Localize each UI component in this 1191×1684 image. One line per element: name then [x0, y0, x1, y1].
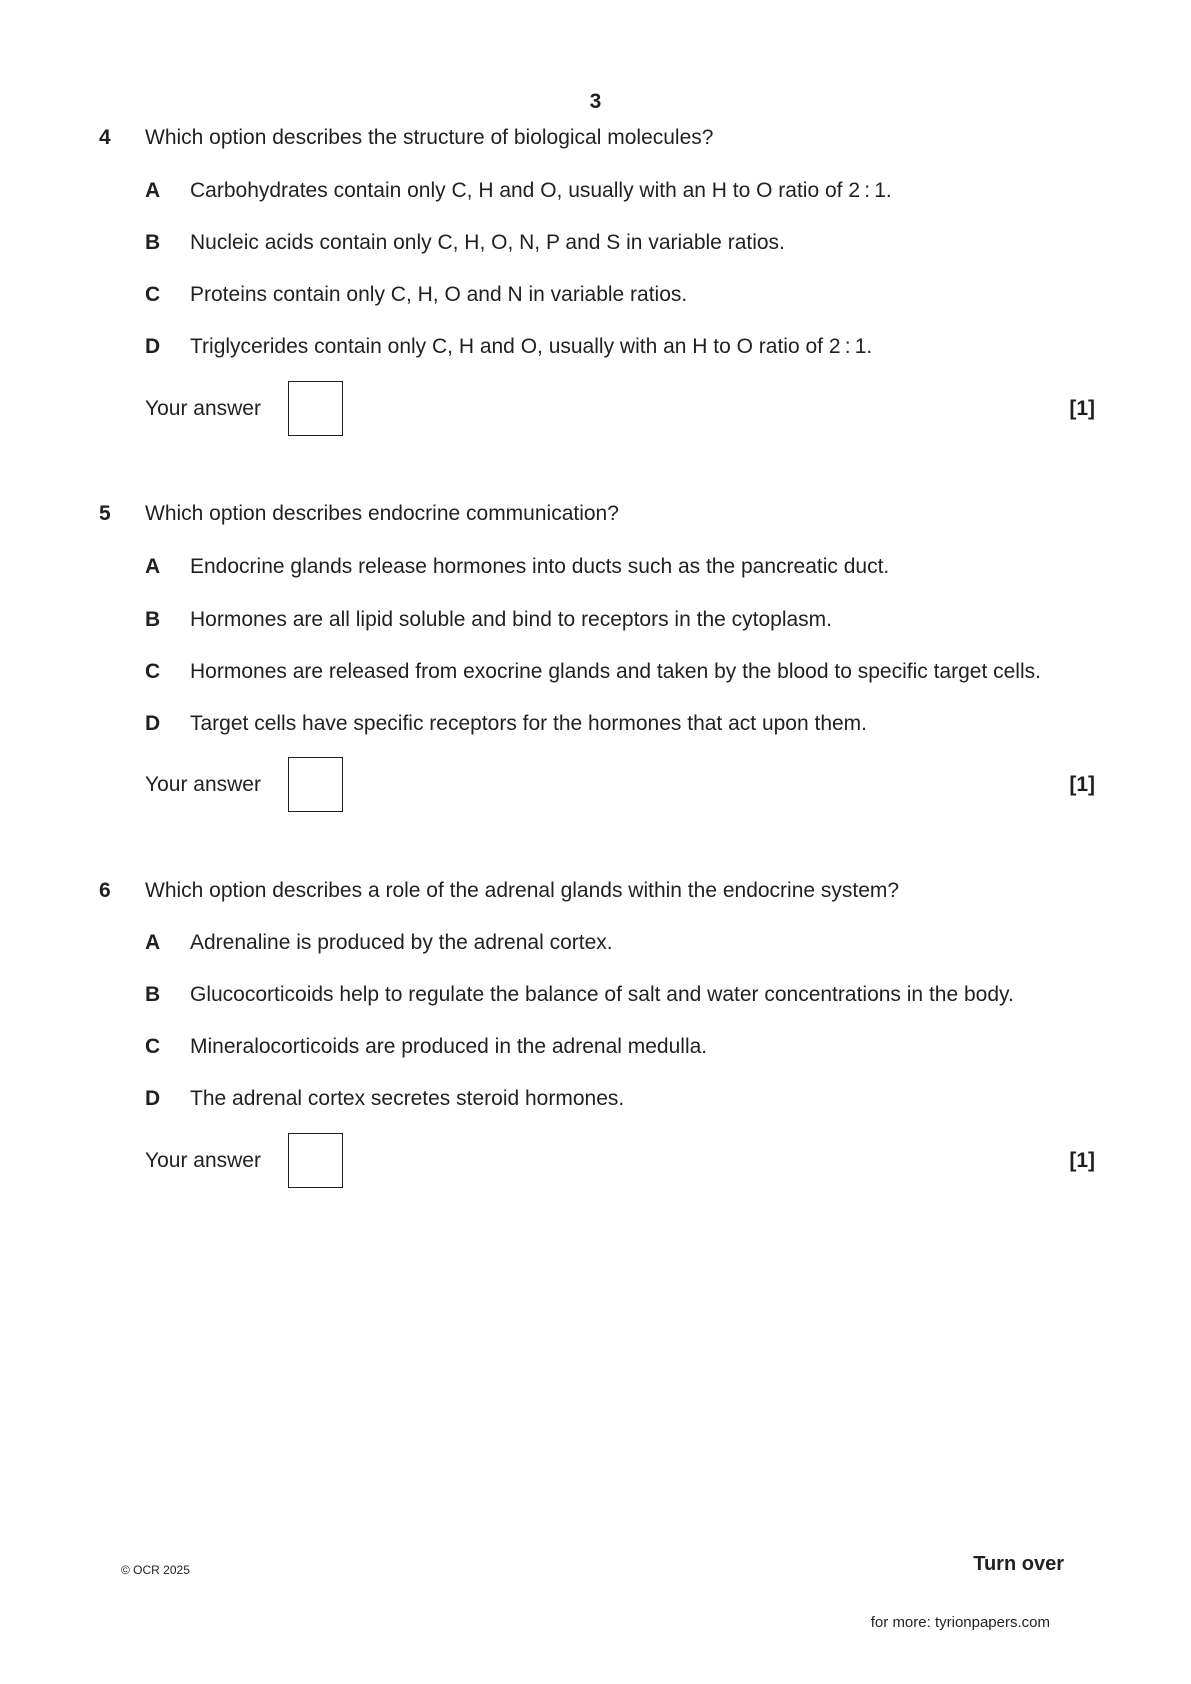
page-number: 3	[589, 90, 602, 113]
option-text: Hormones are all lipid soluble and bind to receptors in the cytoplasm.	[190, 608, 833, 631]
option-4d	[0, 335, 1191, 361]
answer-row-4	[0, 381, 1191, 439]
option-5a	[0, 555, 1191, 581]
answer-box[interactable]	[288, 1133, 343, 1188]
option-text: Endocrine glands release hormones into ducts such as the pancreatic duct.	[190, 555, 890, 578]
option-letter: C	[145, 660, 161, 683]
option-letter: D	[145, 712, 161, 735]
answer-row-6	[0, 1133, 1191, 1191]
option-6c	[0, 1035, 1191, 1061]
question-number: 4	[99, 126, 111, 149]
option-5c	[0, 660, 1191, 686]
option-text: Proteins contain only C, H, O and N in variable ratios.	[190, 283, 688, 306]
option-text: Triglycerides contain only C, H and O, usually with an H to O ratio of 2 : 1.	[190, 335, 873, 358]
option-4c	[0, 283, 1191, 309]
option-text: Glucocorticoids help to regulate the balance of salt and water concentrations in the body.	[190, 983, 1014, 1006]
option-6a	[0, 931, 1191, 957]
option-letter: A	[145, 179, 161, 202]
question-number: 5	[99, 502, 111, 525]
option-4b	[0, 231, 1191, 257]
option-letter: B	[145, 608, 161, 631]
option-letter: B	[145, 231, 161, 254]
marks: [1]	[1069, 773, 1095, 796]
option-letter: D	[145, 1087, 161, 1110]
option-letter: C	[145, 283, 161, 306]
question-stem: Which option describes endocrine communication?	[145, 502, 619, 525]
copyright: © OCR 2025	[121, 1563, 190, 1577]
option-letter: C	[145, 1035, 161, 1058]
option-text: Mineralocorticoids are produced in the adrenal medulla.	[190, 1035, 708, 1058]
option-letter: B	[145, 983, 161, 1006]
option-letter: A	[145, 931, 161, 954]
option-text: Target cells have specific receptors for the hormones that act upon them.	[190, 712, 868, 735]
option-text: The adrenal cortex secretes steroid hormones.	[190, 1087, 625, 1110]
answer-box[interactable]	[288, 381, 343, 436]
answer-row-5	[0, 757, 1191, 815]
option-text: Hormones are released from exocrine glands and taken by the blood to specific target cells.	[190, 660, 1041, 683]
option-5b	[0, 608, 1191, 634]
option-text: Carbohydrates contain only C, H and O, usually with an H to O ratio of 2 : 1.	[190, 179, 892, 202]
marks: [1]	[1069, 1149, 1095, 1172]
answer-label: Your answer	[145, 1149, 261, 1172]
question-stem: Which option describes a role of the adrenal glands within the endocrine system?	[145, 879, 900, 902]
answer-label: Your answer	[145, 773, 261, 796]
answer-label: Your answer	[145, 397, 261, 420]
option-4a	[0, 179, 1191, 205]
question-number: 6	[99, 879, 111, 902]
option-text: Adrenaline is produced by the adrenal cortex.	[190, 931, 613, 954]
question-stem: Which option describes the structure of biological molecules?	[145, 126, 714, 149]
option-letter: D	[145, 335, 161, 358]
option-5d	[0, 712, 1191, 738]
option-6d	[0, 1087, 1191, 1113]
answer-box[interactable]	[288, 757, 343, 812]
option-6b	[0, 983, 1191, 1009]
option-text: Nucleic acids contain only C, H, O, N, P and S in variable ratios.	[190, 231, 785, 254]
marks: [1]	[1069, 397, 1095, 420]
option-letter: A	[145, 555, 161, 578]
turn-over: Turn over	[973, 1553, 1064, 1575]
site-credit: for more: tyrionpapers.com	[870, 1614, 1050, 1631]
